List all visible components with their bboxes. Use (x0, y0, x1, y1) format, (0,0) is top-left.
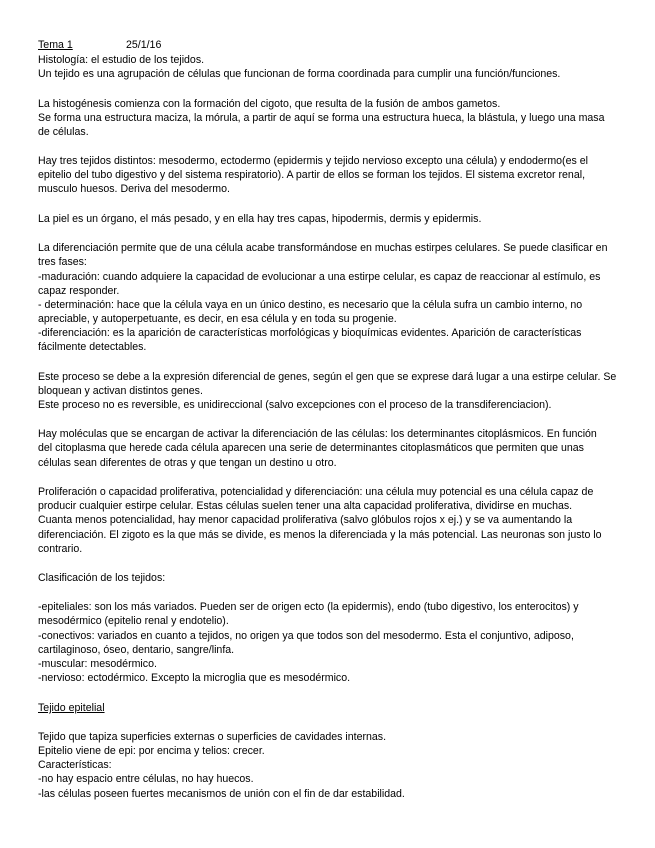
epitelial-line-1: Tejido que tapiza superficies externas o superficies de cavidades internas. (38, 731, 387, 743)
clasificacion-line-6: -nervioso: ectodérmico. Excepto la microglia que es mesodérmico. (38, 672, 351, 684)
diferenciacion-line-8: fácilmente detectables. (38, 341, 147, 353)
epitelial-line-5: -las células poseen fuertes mecanismos de unión con el fin de dar estabilidad. (38, 788, 405, 800)
histogenesis-line-1: La histogénesis comienza con la formación del cigoto, que resulta de la fusión de ambos gametos. (38, 98, 501, 110)
proliferacion-line-5: contrario. (38, 543, 83, 555)
histogenesis-line-3: de células. (38, 126, 89, 138)
proliferacion-line-3: Cuanta menos potencialidad, hay menor capacidad proliferativa (salvo glóbulos rojos x ej.) y se va aumentando la (38, 514, 573, 526)
clasificacion-line-3: -conectivos: variados en cuanto a tejidos, no origen ya que todos son del mesodermo. Esta el conjuntivo, adiposo, (38, 630, 574, 642)
diferenciacion-line-1: La diferenciación permite que de una célula acabe transformándose en muchas estirpes celulares. Se puede clasificar en (38, 242, 608, 254)
header-title: Tema 1 (38, 39, 73, 51)
clasificacion-title: Clasificación de los tejidos: (38, 572, 166, 584)
tejidos-line-1: Hay tres tejidos distintos: mesodermo, ectodermo (epidermis y tejido nervioso excepto una célula) y endodermo(es el (38, 155, 588, 167)
diferenciacion-line-5: - determinación: hace que la célula vaya en un único destino, es necesario que la célula sufra un cambio interno, no (38, 299, 583, 311)
diferenciacion-line-7: -diferenciación: es la aparición de características morfológicas y bioquímicas evidentes. Aparición de características (38, 327, 582, 339)
clasificacion-line-4: cartilaginoso, óseo, dentario, sangre/linfa. (38, 644, 235, 656)
diferenciacion-line-3: -maduración: cuando adquiere la capacidad de evolucionar a una estirpe celular, es capaz de reaccionar al estímulo, es (38, 271, 601, 283)
determinantes-line-3: células sean diferentes de otras y que tengan un destino u otro. (38, 457, 337, 469)
proliferacion-line-1: Proliferación o capacidad proliferativa, potencialidad y diferenciación: una célula muy potencial es una célula capaz de (38, 486, 594, 498)
histogenesis-line-2: Se forma una estructura maciza, la mórula, a partir de aquí se forma una estructura hueca, la blástula, y luego una masa (38, 112, 605, 124)
header-line (38, 38, 178, 53)
diferenciacion-line-4: capaz responder. (38, 285, 120, 297)
header-date: 25/1/16 (126, 39, 162, 51)
tejidos-line-2: epitelio del tubo digestivo y del sistema respiratorio). A partir de ellos se forman los tejidos. El sistema excretor renal, (38, 169, 586, 181)
proliferacion-line-4: diferenciación. El zigoto es la que más se divide, es menos la diferenciada y la más potencial. Las neuronas son justo lo (38, 529, 602, 541)
piel-line-1: La piel es un órgano, el más pesado, y en ella hay tres capas, hipodermis, dermis y epidermis. (38, 213, 482, 225)
epitelial-line-3: Características: (38, 759, 112, 771)
epitelial-heading (38, 701, 105, 716)
determinantes-line-2: del citoplasma que herede cada célula aparecen una serie de determinantes citoplasmáticos que permiten que unas (38, 442, 584, 454)
expresion-line-2: bloquean y activan distintos genes. (38, 385, 203, 397)
epitelial-line-2: Epitelio viene de epi: por encima y telios: crecer. (38, 745, 265, 757)
intro-line-2: Un tejido es una agrupación de células que funcionan de forma coordinada para cumplir una función/funciones. (38, 68, 561, 80)
intro-line-1: Histología: el estudio de los tejidos. (38, 54, 205, 66)
proliferacion-line-2: producir cualquier estirpe celular. Estas células suelen tener una alta capacidad proliferativa, dividirse en muchas. (38, 500, 573, 512)
epitelial-line-4: -no hay espacio entre células, no hay huecos. (38, 773, 254, 785)
diferenciacion-line-2: tres fases: (38, 256, 87, 268)
clasificacion-line-5: -muscular: mesodérmico. (38, 658, 157, 670)
clasificacion-line-2: mesodérmico (epitelio renal y endotelio). (38, 615, 229, 627)
expresion-line-3: Este proceso no es reversible, es unidireccional (salvo excepciones con el proceso de la transdiferenciacion). (38, 399, 552, 411)
determinantes-line-1: Hay moléculas que se encargan de activar la diferenciación de las células: los determinantes citoplásmicos. En función (38, 428, 597, 440)
expresion-line-1: Este proceso se debe a la expresión diferencial de genes, según el gen que se exprese dará lugar a una estirpe celular. Se (38, 371, 617, 383)
epitelial-heading-text: Tejido epitelial (38, 702, 105, 714)
diferenciacion-line-6: apreciable, y autoperpetuante, es decir, en esa célula y en toda su progenie. (38, 313, 397, 325)
tejidos-line-3: musculo huesos. Deriva del mesodermo. (38, 183, 230, 195)
clasificacion-line-1: -epiteliales: son los más variados. Pueden ser de origen ecto (la epidermis), endo (tubo digestivo, los enterocitos) y (38, 601, 579, 613)
